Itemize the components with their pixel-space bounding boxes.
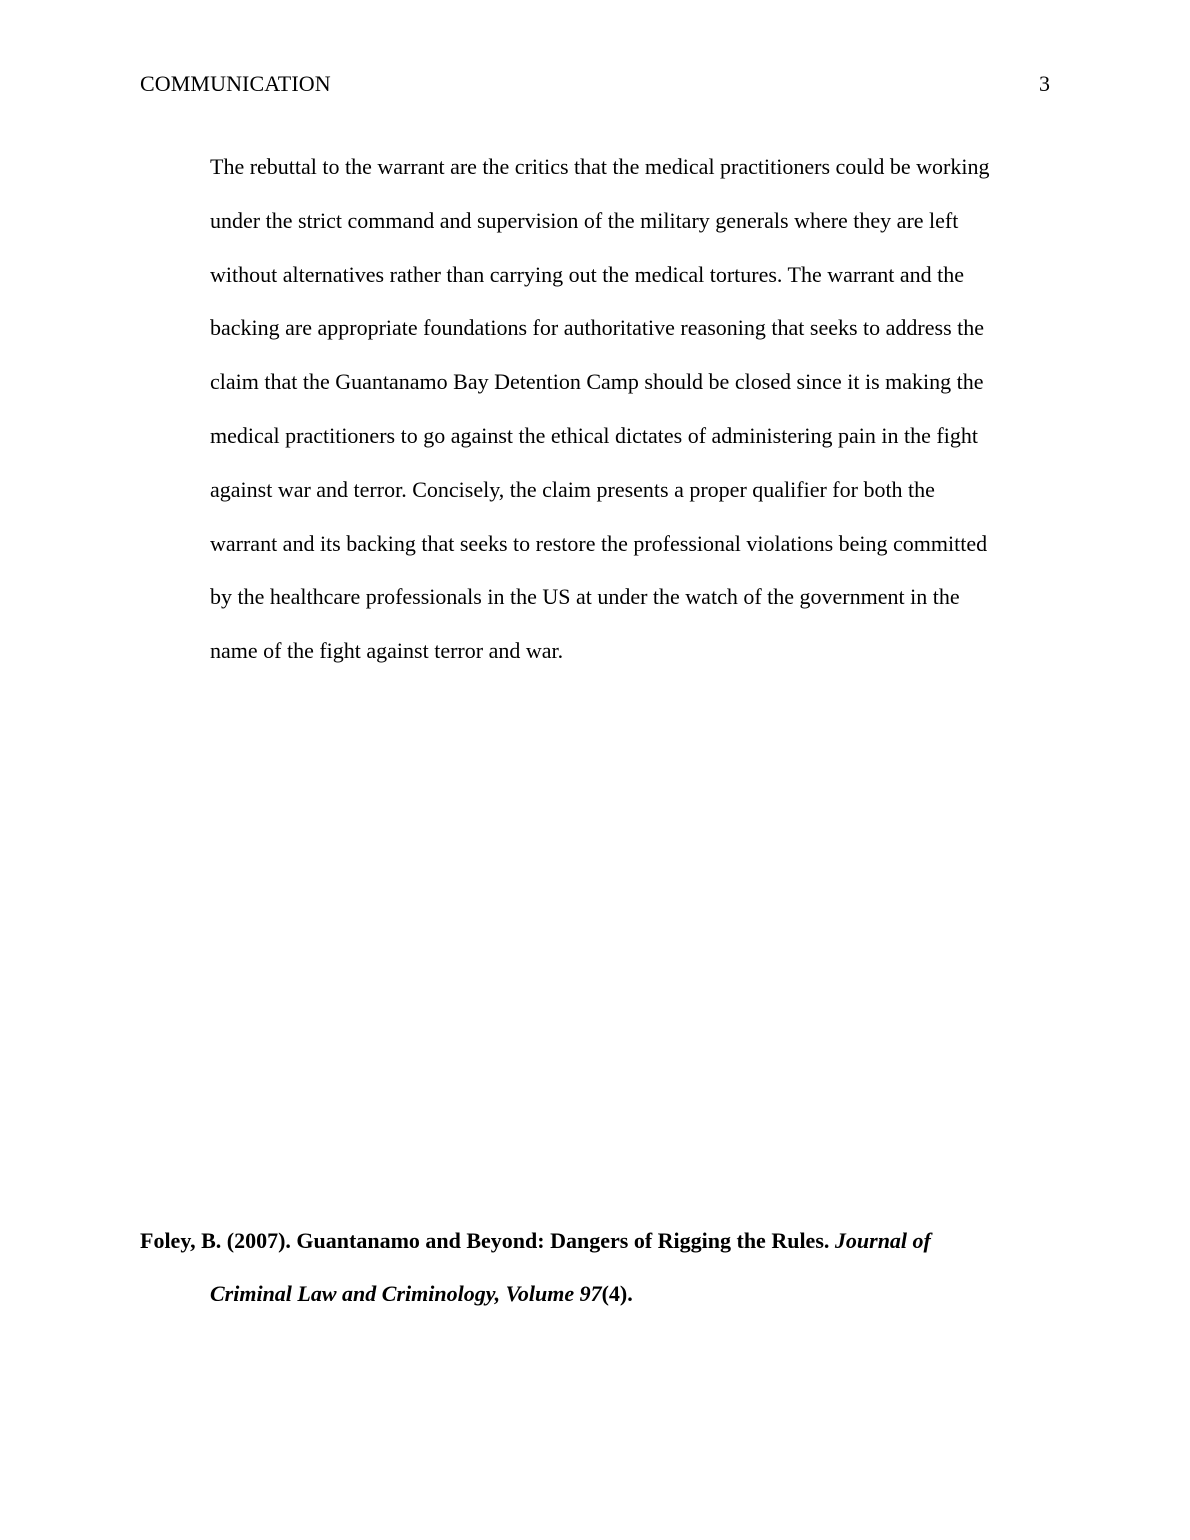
paragraph-line: against war and terror. Concisely, the claim presents a proper qualifier for both the bbox=[210, 476, 935, 502]
paragraph-line: backing are appropriate foundations for authoritative reasoning that seeks to address the bbox=[210, 315, 985, 341]
page-number: 3 bbox=[1039, 71, 1050, 96]
body-paragraph bbox=[210, 140, 1070, 678]
paragraph-line: under the strict command and supervision of the military generals where they are left bbox=[210, 207, 959, 233]
reference-entry bbox=[140, 1214, 1060, 1320]
running-head: COMMUNICATION bbox=[140, 71, 331, 96]
reference-line-1 bbox=[140, 1214, 1060, 1267]
reference-issue: (4). bbox=[601, 1281, 633, 1306]
paragraph-line: name of the fight against terror and war. bbox=[210, 638, 564, 664]
reference-line-2 bbox=[140, 1267, 1060, 1320]
paragraph-line: by the healthcare professionals in the US at under the watch of the government in the bbox=[210, 584, 960, 610]
paragraph-line: warrant and its backing that seeks to restore the professional violations being committed bbox=[210, 530, 988, 556]
reference-journal-start: Journal of bbox=[834, 1228, 931, 1253]
reference-author-title: Foley, B. (2007). Guantanamo and Beyond: Dangers of Rigging the Rules. bbox=[140, 1228, 835, 1253]
paragraph-line: medical practitioners to go against the ethical dictates of administering pain in the fight bbox=[210, 422, 978, 448]
reference-journal-volume: Criminal Law and Criminology, Volume 97 bbox=[210, 1281, 602, 1306]
paragraph-line: claim that the Guantanamo Bay Detention Camp should be closed since it is making the bbox=[210, 369, 984, 395]
paragraph-line: without alternatives rather than carrying out the medical tortures. The warrant and the bbox=[210, 261, 965, 287]
paragraph-line: The rebuttal to the warrant are the critics that the medical practitioners could be working bbox=[210, 154, 990, 179]
